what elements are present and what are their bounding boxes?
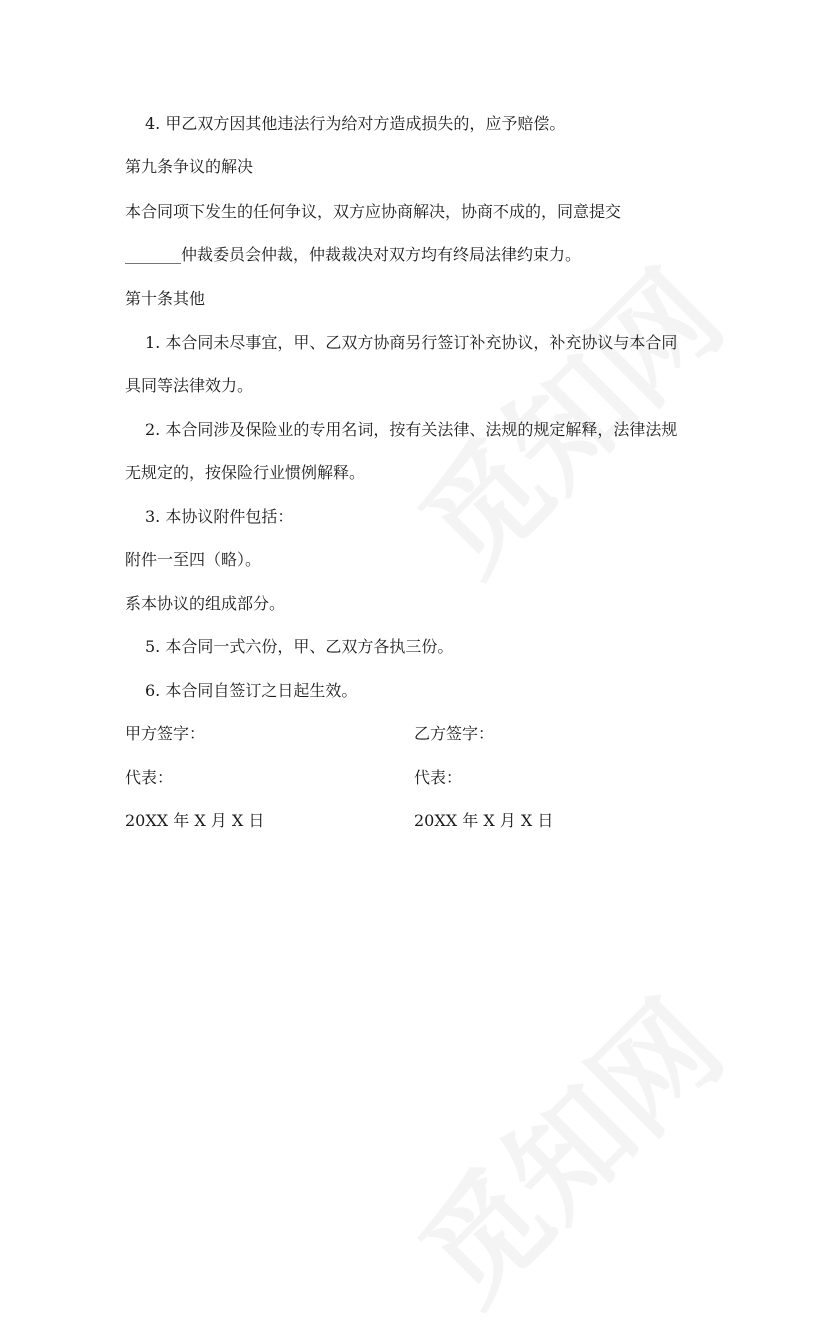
- clause-item-4: 4. 甲乙双方因其他违法行为给对方造成损失的，应予赔偿。: [145, 114, 566, 133]
- other-item-3: 3. 本协议附件包括：: [145, 507, 294, 526]
- other-item-2: 2. 本合同涉及保险业的专用名词，按有关法律、法规的规定解释，法律法规: [145, 420, 678, 439]
- party-b-rep-label: 代表：: [414, 768, 463, 787]
- section-heading-dispute: 第九条争议的解决: [125, 157, 254, 176]
- paragraph-dispute: 本合同项下发生的任何争议，双方应协商解决，协商不成的，同意提交: [125, 202, 622, 221]
- section-heading-other: 第十条其他: [125, 289, 206, 308]
- other-item-1-cont: 具同等法律效力。: [125, 376, 254, 395]
- other-item-2-cont: 无规定的，按保险行业惯例解释。: [125, 463, 366, 482]
- watermark: [377, 228, 753, 604]
- attachments-line: 附件一至四（略）。: [125, 550, 262, 569]
- other-item-6: 6. 本合同自签订之日起生效。: [145, 681, 358, 700]
- other-item-5: 5. 本合同一式六份，甲、乙双方各执三份。: [145, 637, 454, 656]
- party-b-date: 20XX 年 X 月 X 日: [414, 811, 554, 830]
- party-a-sign-label: 甲方签字：: [125, 724, 206, 743]
- other-item-1: 1. 本合同未尽事宜，甲、乙双方协商另行签订补充协议，补充协议与本合同: [145, 333, 678, 352]
- attachments-note: 系本协议的组成部分。: [125, 594, 286, 613]
- party-a-date: 20XX 年 X 月 X 日: [125, 811, 265, 830]
- watermark: [377, 958, 753, 1334]
- party-b-sign-label: 乙方签字：: [414, 724, 495, 743]
- paragraph-dispute-cont: _______仲裁委员会仲裁，仲裁裁决对双方均有终局法律约束力。: [125, 245, 582, 264]
- party-a-rep-label: 代表：: [125, 768, 174, 787]
